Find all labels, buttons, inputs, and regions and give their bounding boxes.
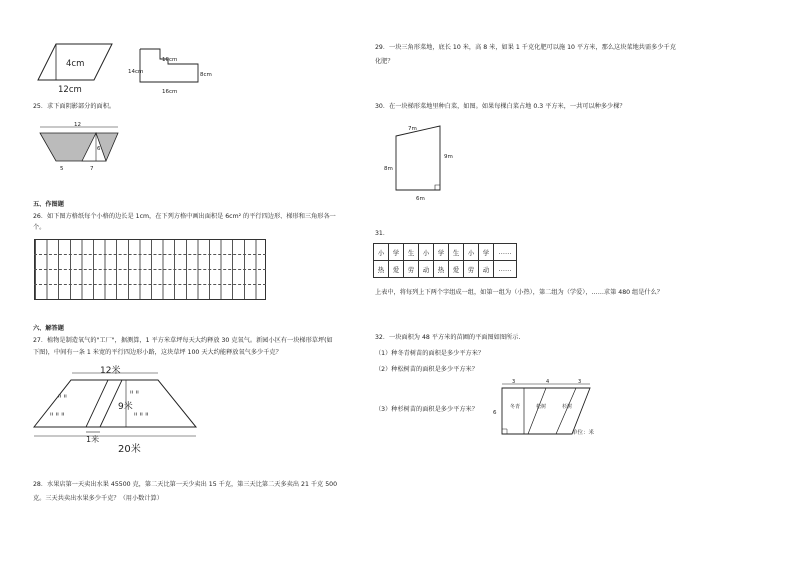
question-28-line1: 28．水果店第一天卖出水果 45500 克，第二天比第一天少卖出 15 千克，第三天比第二天多卖出 21 千克 500 xyxy=(33,481,338,488)
table-row xyxy=(374,244,517,261)
plan-seg-c: 3 xyxy=(578,379,582,385)
plan-region-2: 松树 xyxy=(536,404,547,410)
lawn-top-label: 12米 xyxy=(100,366,121,376)
table-cell: 动 xyxy=(479,261,494,278)
table-cell: 小 xyxy=(374,244,389,261)
plan-region-1: 冬青 xyxy=(510,404,521,410)
table-cell: …… xyxy=(494,244,517,261)
question-31-text: 上表中，将每列上下两个字组成一组，如第一组为（小热），第二组为（学爱），……求第 480 组是什么？ xyxy=(375,289,663,296)
grid-line xyxy=(34,254,266,255)
question-27-line2: 下图)，中间有一条 1 米宽的平行四边形小路，这块草坪 100 天大约能释放氧气多少千克？ xyxy=(33,349,282,356)
question-30: 30．在一块梯形菜地里种白菜，如图。如果每棵白菜占地 0.3 平方米，一共可以种多少棵？ xyxy=(375,103,626,110)
table-cell: 动 xyxy=(419,261,434,278)
table-cell: 热 xyxy=(374,261,389,278)
section-6-title: 六、解答题 xyxy=(33,325,64,332)
question-29-line2: 化肥？ xyxy=(375,58,394,65)
parallelogram-figure xyxy=(36,42,116,94)
table-cell: 爱 xyxy=(389,261,404,278)
q25-left-bottom-label: 5 xyxy=(60,166,64,172)
svg-text:ᐦ ᐦ ᐦ: ᐦ ᐦ ᐦ xyxy=(50,411,65,420)
lawn-bottom-label: 20米 xyxy=(118,444,141,455)
composite-left-label: 14cm xyxy=(128,69,144,75)
plan-region-3: 杉树 xyxy=(562,404,573,410)
question-32-sub1: （1）种冬青树苗的面积是多少平方米？ xyxy=(375,350,485,357)
table-cell: 生 xyxy=(404,244,419,261)
q30-top-label: 7m xyxy=(408,126,417,132)
composite-top-label: 10cm xyxy=(162,57,178,63)
section-5-title: 五、作图题 xyxy=(33,201,64,208)
question-27-line1: 27．植物是制造氧气的"工厂"，据测算，1 平方米草坪每天大约释放 30 克氧气。新园小区有一块梯形草坪(如 xyxy=(33,337,333,344)
character-table xyxy=(373,243,517,278)
question-26-line1: 26．如下图方格纸每个小格的边长是 1cm，在下列方格中画出面积是 6cm² 的平行四边形、梯形和三角形各一 xyxy=(33,213,336,220)
plan-seg-b: 4 xyxy=(546,379,550,385)
plan-seg-a: 3 xyxy=(512,379,516,385)
parallelogram-base-label: 12cm xyxy=(58,85,82,95)
q25-side-label: 6 xyxy=(97,146,101,152)
question-32-sub2: （2）种松树苗的面积是多少平方米？ xyxy=(375,366,478,373)
vegetable-trapezoid-figure xyxy=(380,120,470,204)
q25-right-bottom-label: 7 xyxy=(90,166,94,172)
q30-right-label: 9m xyxy=(444,154,453,160)
composite-bottom-label: 16cm xyxy=(162,89,178,95)
svg-text:ᐦ ᐦ: ᐦ ᐦ xyxy=(130,389,139,398)
question-25: 25．求下面阴影部分的面积。 xyxy=(33,103,116,110)
q25-top-label: 12 xyxy=(74,122,81,128)
question-28-line2: 克。三天共卖出水果多少千克？（用小数计算） xyxy=(33,495,163,502)
table-cell: 劳 xyxy=(464,261,479,278)
table-cell: 热 xyxy=(434,261,449,278)
q30-left-label: 8m xyxy=(384,166,393,172)
composite-right-label: 8cm xyxy=(200,72,212,78)
parallelogram-height-label: 4cm xyxy=(66,59,85,69)
trapezoid-shaded-figure xyxy=(34,120,124,176)
svg-text:ᐦ ᐦ: ᐦ ᐦ xyxy=(58,393,67,402)
plan-height-label: 6 xyxy=(493,410,497,416)
svg-text:ᐦ ᐦ ᐦ: ᐦ ᐦ ᐦ xyxy=(134,411,149,420)
table-cell: 小 xyxy=(464,244,479,261)
table-cell: …… xyxy=(494,261,517,278)
q30-bottom-label: 6m xyxy=(416,196,425,202)
question-31-title: 31． xyxy=(375,230,390,237)
table-cell: 爱 xyxy=(449,261,464,278)
lawn-path-label: 1米 xyxy=(86,435,100,444)
grid-line xyxy=(34,269,266,270)
lawn-height-label: 9米 xyxy=(118,402,133,412)
plan-unit-label: 单位：米 xyxy=(572,430,595,436)
table-row xyxy=(374,261,517,278)
question-32: 32．一块面积为 48 平方米的苗圃的平面图如图所示. xyxy=(375,334,521,341)
table-cell: 学 xyxy=(434,244,449,261)
grid-line xyxy=(34,284,266,285)
question-26-line2: 个。 xyxy=(33,224,46,231)
table-cell: 小 xyxy=(419,244,434,261)
table-cell: 生 xyxy=(449,244,464,261)
table-cell: 学 xyxy=(479,244,494,261)
composite-shape-figure xyxy=(126,46,216,98)
table-cell: 学 xyxy=(389,244,404,261)
lawn-trapezoid-figure xyxy=(30,366,180,458)
question-29-line1: 29．一块三角形菜地，底长 10 米，高 8 米，如果 1 千克化肥可以施 10 平方米，那么这块菜地共需多少千克 xyxy=(375,44,676,51)
question-32-sub3: （3）种杉树苗的面积是多少平方米？ xyxy=(375,406,478,413)
table-cell: 劳 xyxy=(404,261,419,278)
